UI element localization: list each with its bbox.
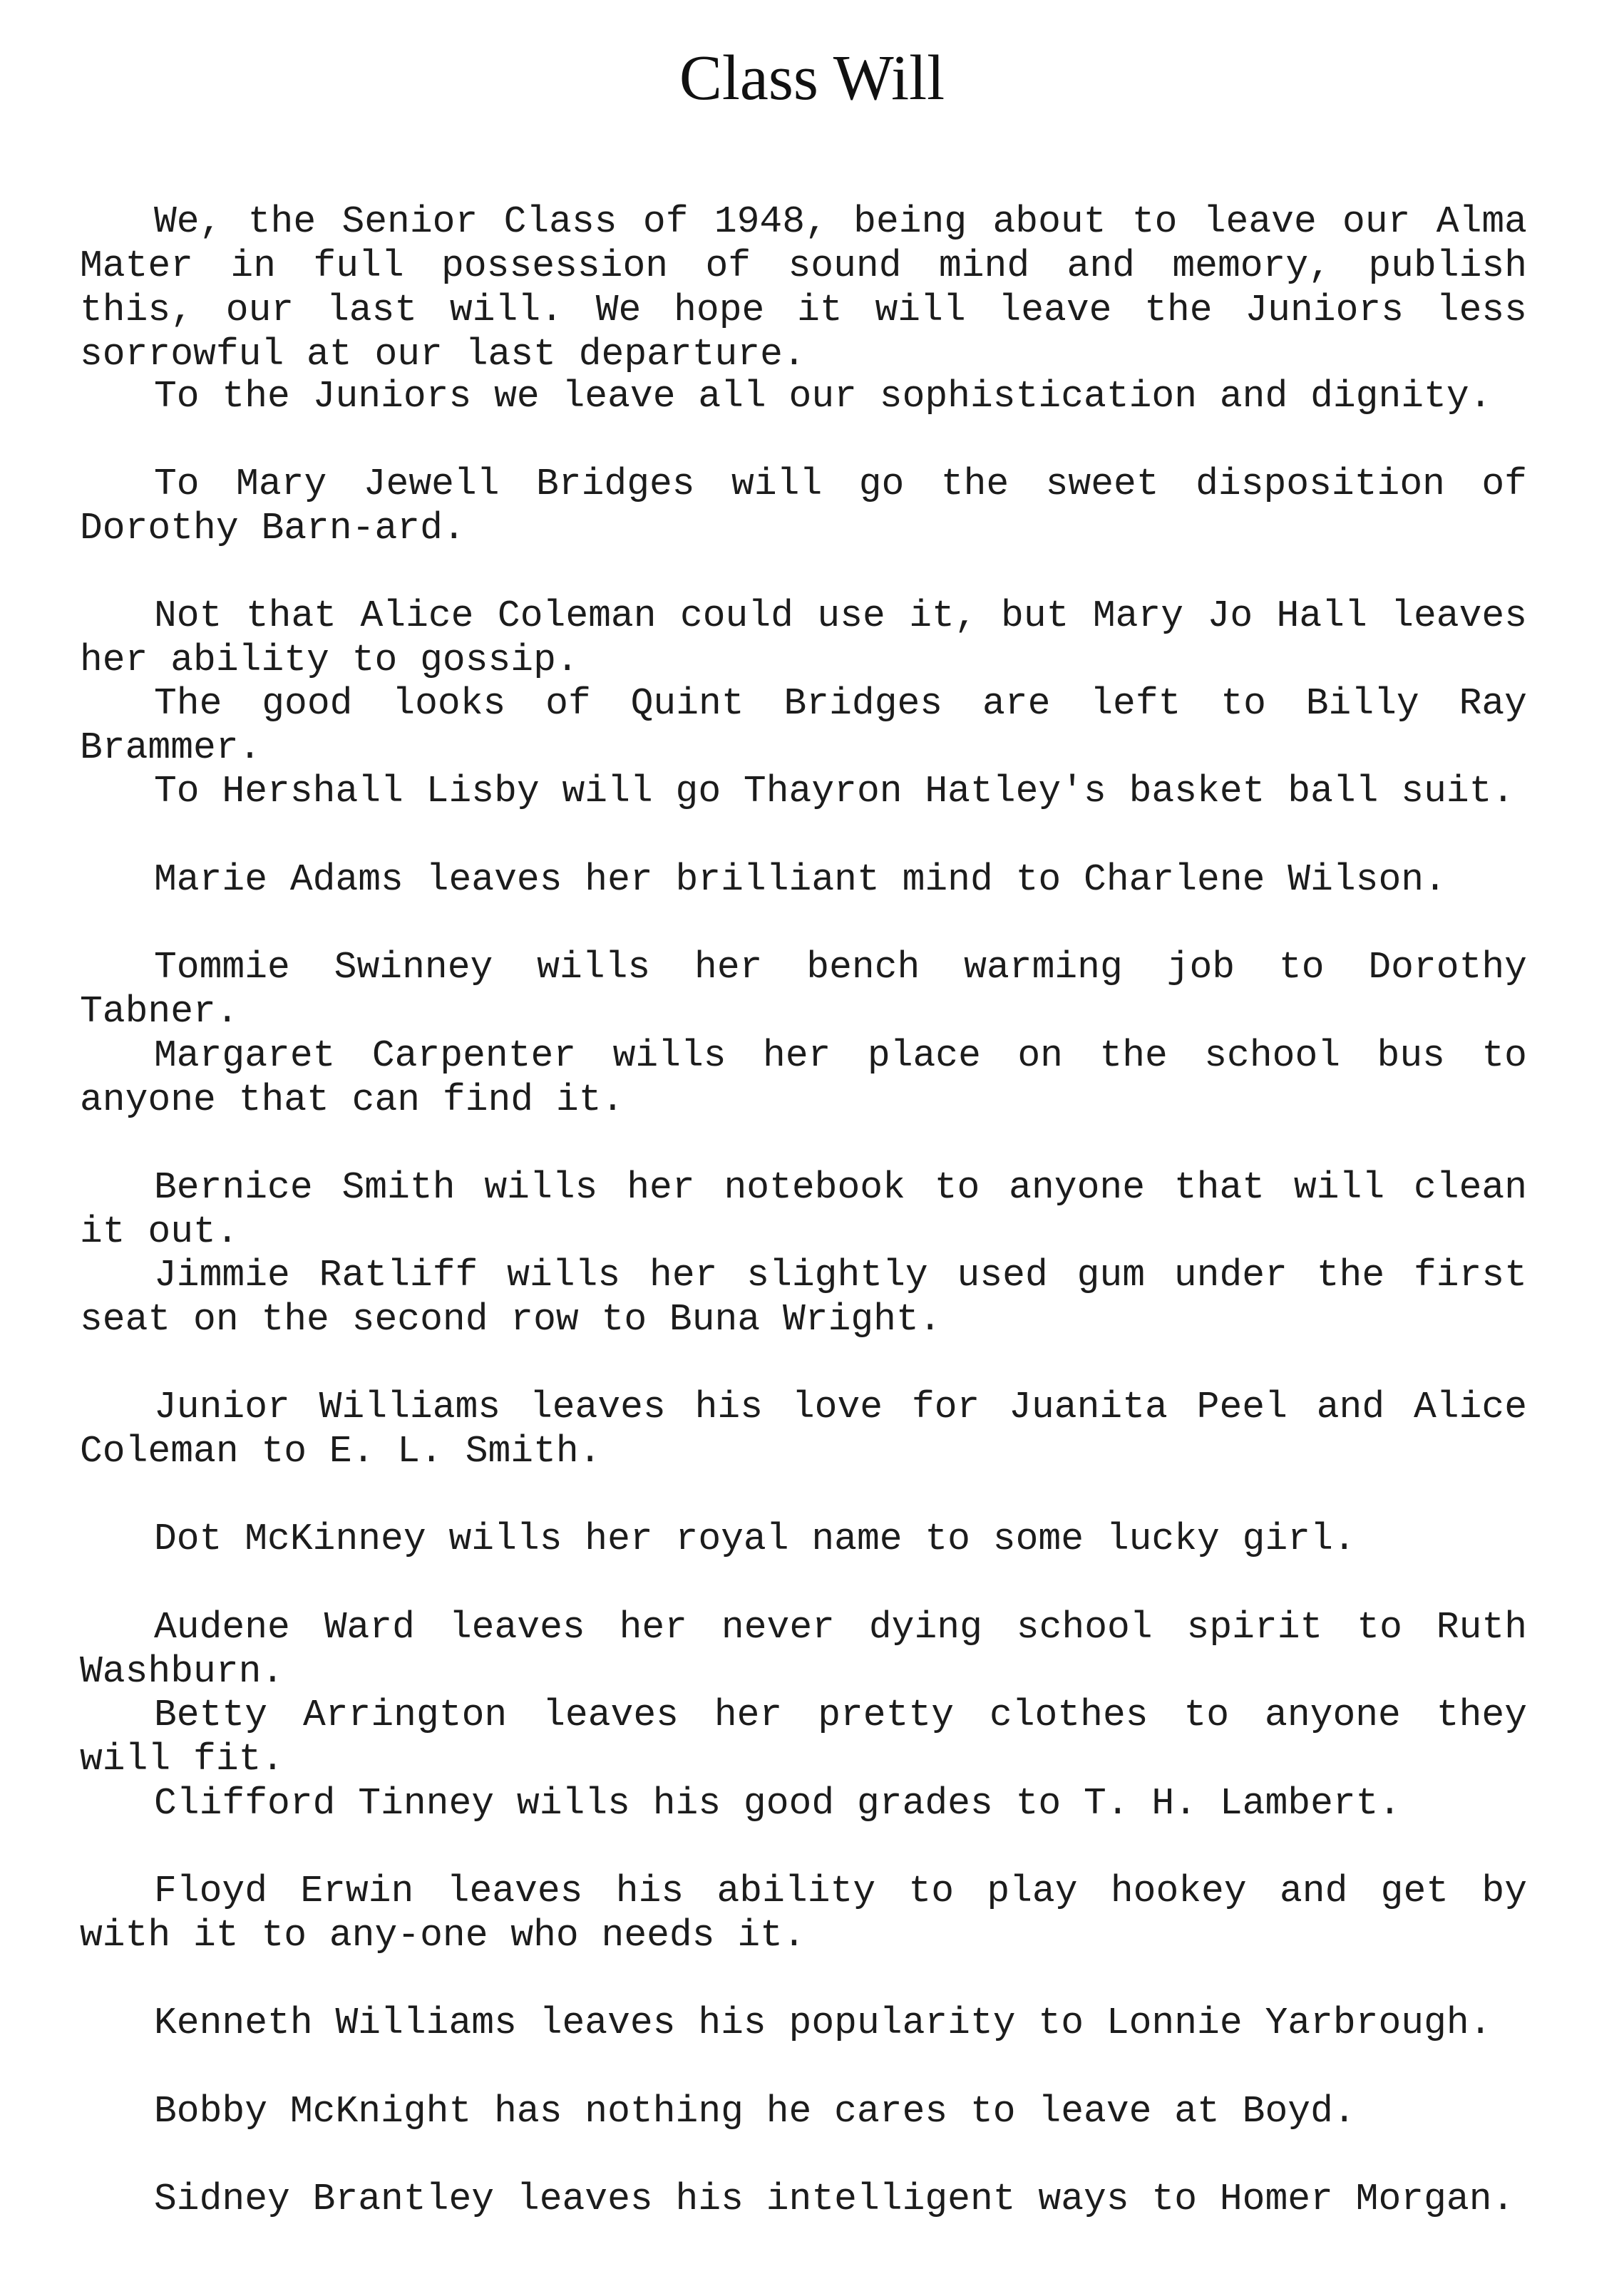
paragraph-tinney: Clifford Tinney wills his good grades to T. H. Lambert. bbox=[154, 1782, 1402, 1825]
paragraph-ratliff: Jimmie Ratliff wills her slightly used gum under the first seat on the second row to Buna Wright. bbox=[80, 1254, 1527, 1341]
paragraph-arrington: Betty Arrington leaves her pretty clothes to anyone they will fit. bbox=[80, 1694, 1527, 1781]
paragraph-quint: The good looks of Quint Bridges are left to Billy Ray Brammer. bbox=[80, 682, 1527, 769]
paragraph-ward: Audene Ward leaves her never dying school spirit to Ruth Washburn. bbox=[80, 1606, 1527, 1693]
paragraph-bridges: To Mary Jewell Bridges will go the sweet disposition of Dorothy Barn-ard. bbox=[80, 463, 1527, 550]
paragraph-brantley: Sidney Brantley leaves his intelligent ways to Homer Morgan. bbox=[154, 2178, 1515, 2220]
paragraph-kenneth-williams: Kenneth Williams leaves his popularity to Lonnie Yarbrough. bbox=[154, 2002, 1492, 2044]
paragraph-erwin: Floyd Erwin leaves his ability to play hookey and get by with it to any-one who needs it. bbox=[80, 1870, 1527, 1957]
paragraph-hall: Not that Alice Coleman could use it, but Mary Jo Hall leaves her ability to gossip. bbox=[80, 594, 1527, 681]
paragraph-juniors: To the Juniors we leave all our sophistication and dignity. bbox=[154, 375, 1492, 418]
paragraph-adams: Marie Adams leaves her brilliant mind to Charlene Wilson. bbox=[154, 858, 1446, 901]
paragraph-smith: Bernice Smith wills her notebook to anyone that will clean it out. bbox=[80, 1166, 1527, 1253]
paragraph-lisby: To Hershall Lisby will go Thayron Hatley's basket ball suit. bbox=[154, 770, 1515, 813]
paragraph-mcknight: Bobby McKnight has nothing he cares to leave at Boyd. bbox=[154, 2090, 1356, 2133]
page-title: Class Will bbox=[679, 43, 945, 113]
paragraph-preamble: We, the Senior Class of 1948, being about to leave our Alma Mater in full possession of sound mind and memory, publish this, our last will. We hope it will leave the Juniors less sorrowful at our last departure. bbox=[80, 200, 1527, 376]
paragraph-carpenter: Margaret Carpenter wills her place on the school bus to anyone that can find it. bbox=[80, 1034, 1527, 1121]
paragraph-swinney: Tommie Swinney wills her bench warming job to Dorothy Tabner. bbox=[80, 946, 1527, 1033]
paragraph-junior-williams: Junior Williams leaves his love for Juanita Peel and Alice Coleman to E. L. Smith. bbox=[80, 1386, 1527, 1473]
paragraph-mckinney: Dot McKinney wills her royal name to some lucky girl. bbox=[154, 1518, 1356, 1560]
